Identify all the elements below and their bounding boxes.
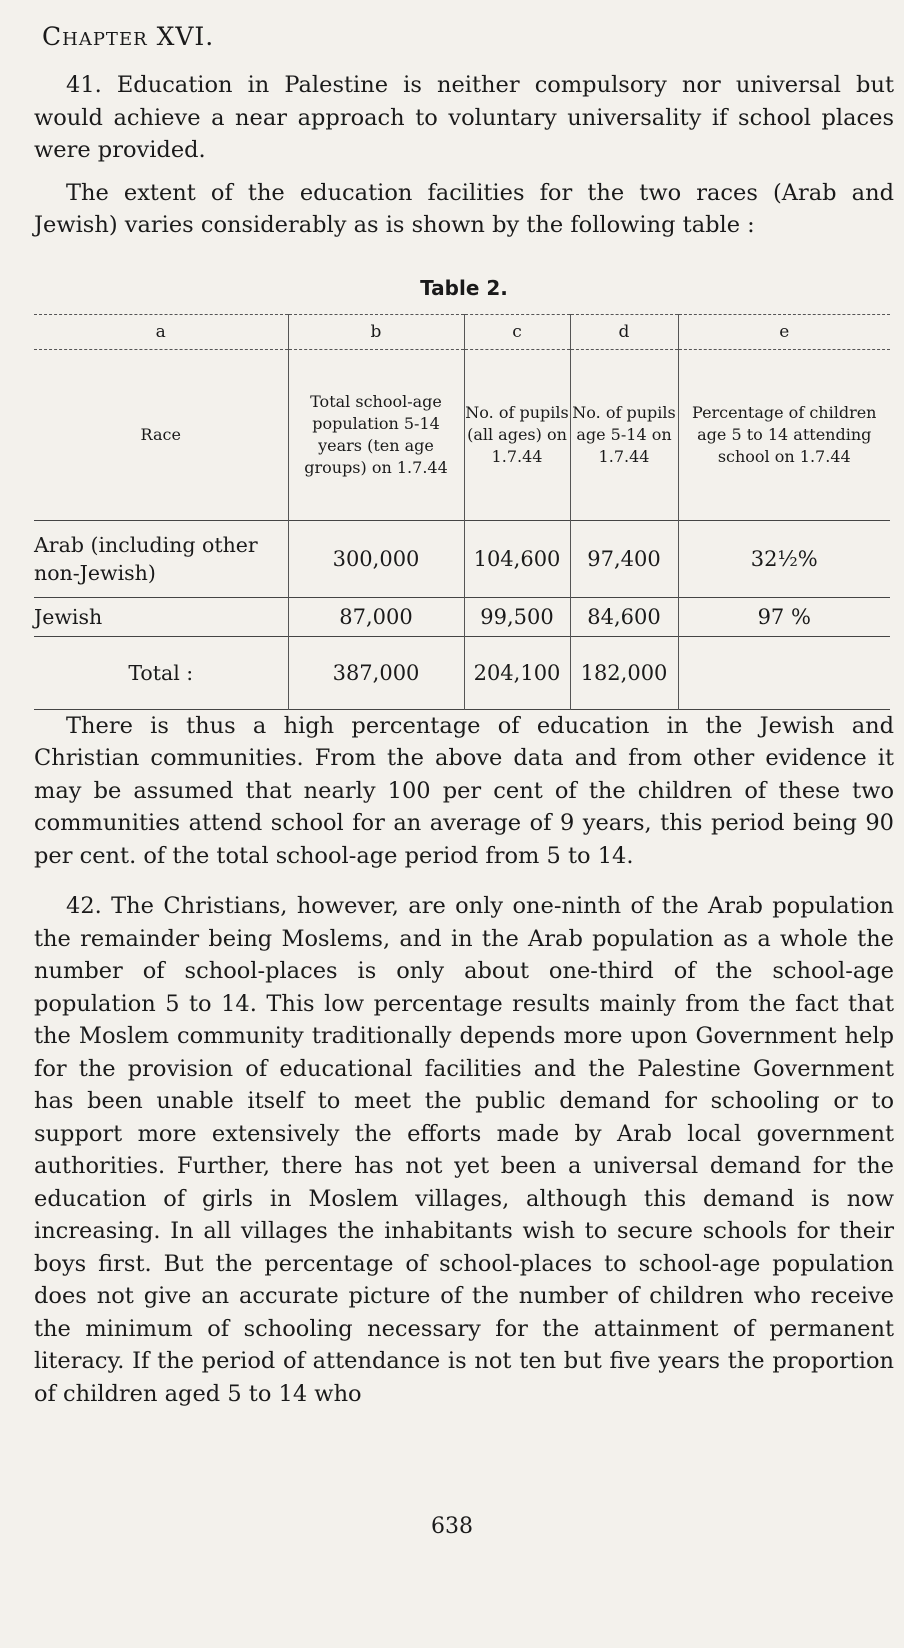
table-column-letters — [34, 314, 890, 349]
column-letter: b — [288, 314, 464, 349]
column-header: Total school-age population 5-14 years (ten age groups) on 1.7.44 — [288, 349, 464, 520]
page-number: 638 — [431, 1514, 473, 1539]
column-header: No. of pupils (all ages) on 1.7.44 — [464, 349, 570, 520]
column-header: No. of pupils age 5-14 on 1.7.44 — [570, 349, 678, 520]
table-cell: 204,100 — [464, 636, 570, 709]
table-cell: 99,500 — [464, 597, 570, 636]
table-cell: 84,600 — [570, 597, 678, 636]
education-table — [34, 314, 890, 710]
column-letter: d — [570, 314, 678, 349]
chapter-heading: Chapter XVI. — [42, 22, 215, 51]
table-title: Table 2. — [420, 275, 508, 300]
table-row — [34, 520, 890, 597]
paragraph-42: 42. The Christians, however, are only one-ninth of the Arab population the remainder being Moslems, and in the Arab population as a whole the number of school-places is only about one-third of the school-age population 5 to 14. This low percentage results mainly from the fact that the Moslem community traditionally depends more upon Government help for the provision of educational facilities and the Palestine Government has been unable itself to meet the public demand for schooling or to support more extensively the efforts made by Arab local government authorities. Further, there has not yet been a universal demand for the education of girls in Moslem villages, although this demand is now increasing. In all villages the inhabitants wish to secure schools for their boys first. But the percentage of school-places to school-age population does not give an accurate picture of the number of children who receive the minimum of schooling necessary for the attainment of permanent literacy. If the period of attendance is not ten but five years the proportion of children aged 5 to 14 who — [34, 893, 894, 1407]
table-cell — [678, 636, 890, 709]
page-content — [34, 22, 894, 1410]
column-letter: c — [464, 314, 570, 349]
paragraph-percentage: There is thus a high percentage of education in the Jewish and Christian communities. From the above data and from other evidence it may be assumed that nearly 100 per cent of the children of these two communities attend school for an average of 9 years, this period being 90 per cent. of the total school-age period from 5 to 14. — [34, 712, 894, 869]
table-total-row — [34, 636, 890, 709]
table-cell: 87,000 — [288, 597, 464, 636]
column-letter: a — [34, 314, 288, 349]
column-letter: e — [678, 314, 890, 349]
table-cell: 97 % — [678, 597, 890, 636]
table-cell: 300,000 — [288, 520, 464, 597]
table-cell: 104,600 — [464, 520, 570, 597]
column-header: Percentage of children age 5 to 14 attending school on 1.7.44 — [678, 349, 890, 520]
paragraph-41: 41. Education in Palestine is neither compulsory nor universal but would achieve a near approach to voluntary universality if school places were provided. — [34, 72, 894, 163]
paragraph-extent: The extent of the education facilities for the two races (Arab and Jewish) varies considerably as is shown by the following table : — [34, 179, 894, 238]
row-label: Jewish — [34, 597, 288, 636]
row-label: Arab (including other non-Jewish) — [34, 520, 288, 597]
table-row — [34, 597, 890, 636]
row-label: Total : — [34, 636, 288, 709]
table-cell: 32½% — [678, 520, 890, 597]
column-header: Race — [140, 424, 181, 444]
table-header-row — [34, 349, 890, 520]
table-cell: 97,400 — [570, 520, 678, 597]
table-cell: 182,000 — [570, 636, 678, 709]
table-cell: 387,000 — [288, 636, 464, 709]
